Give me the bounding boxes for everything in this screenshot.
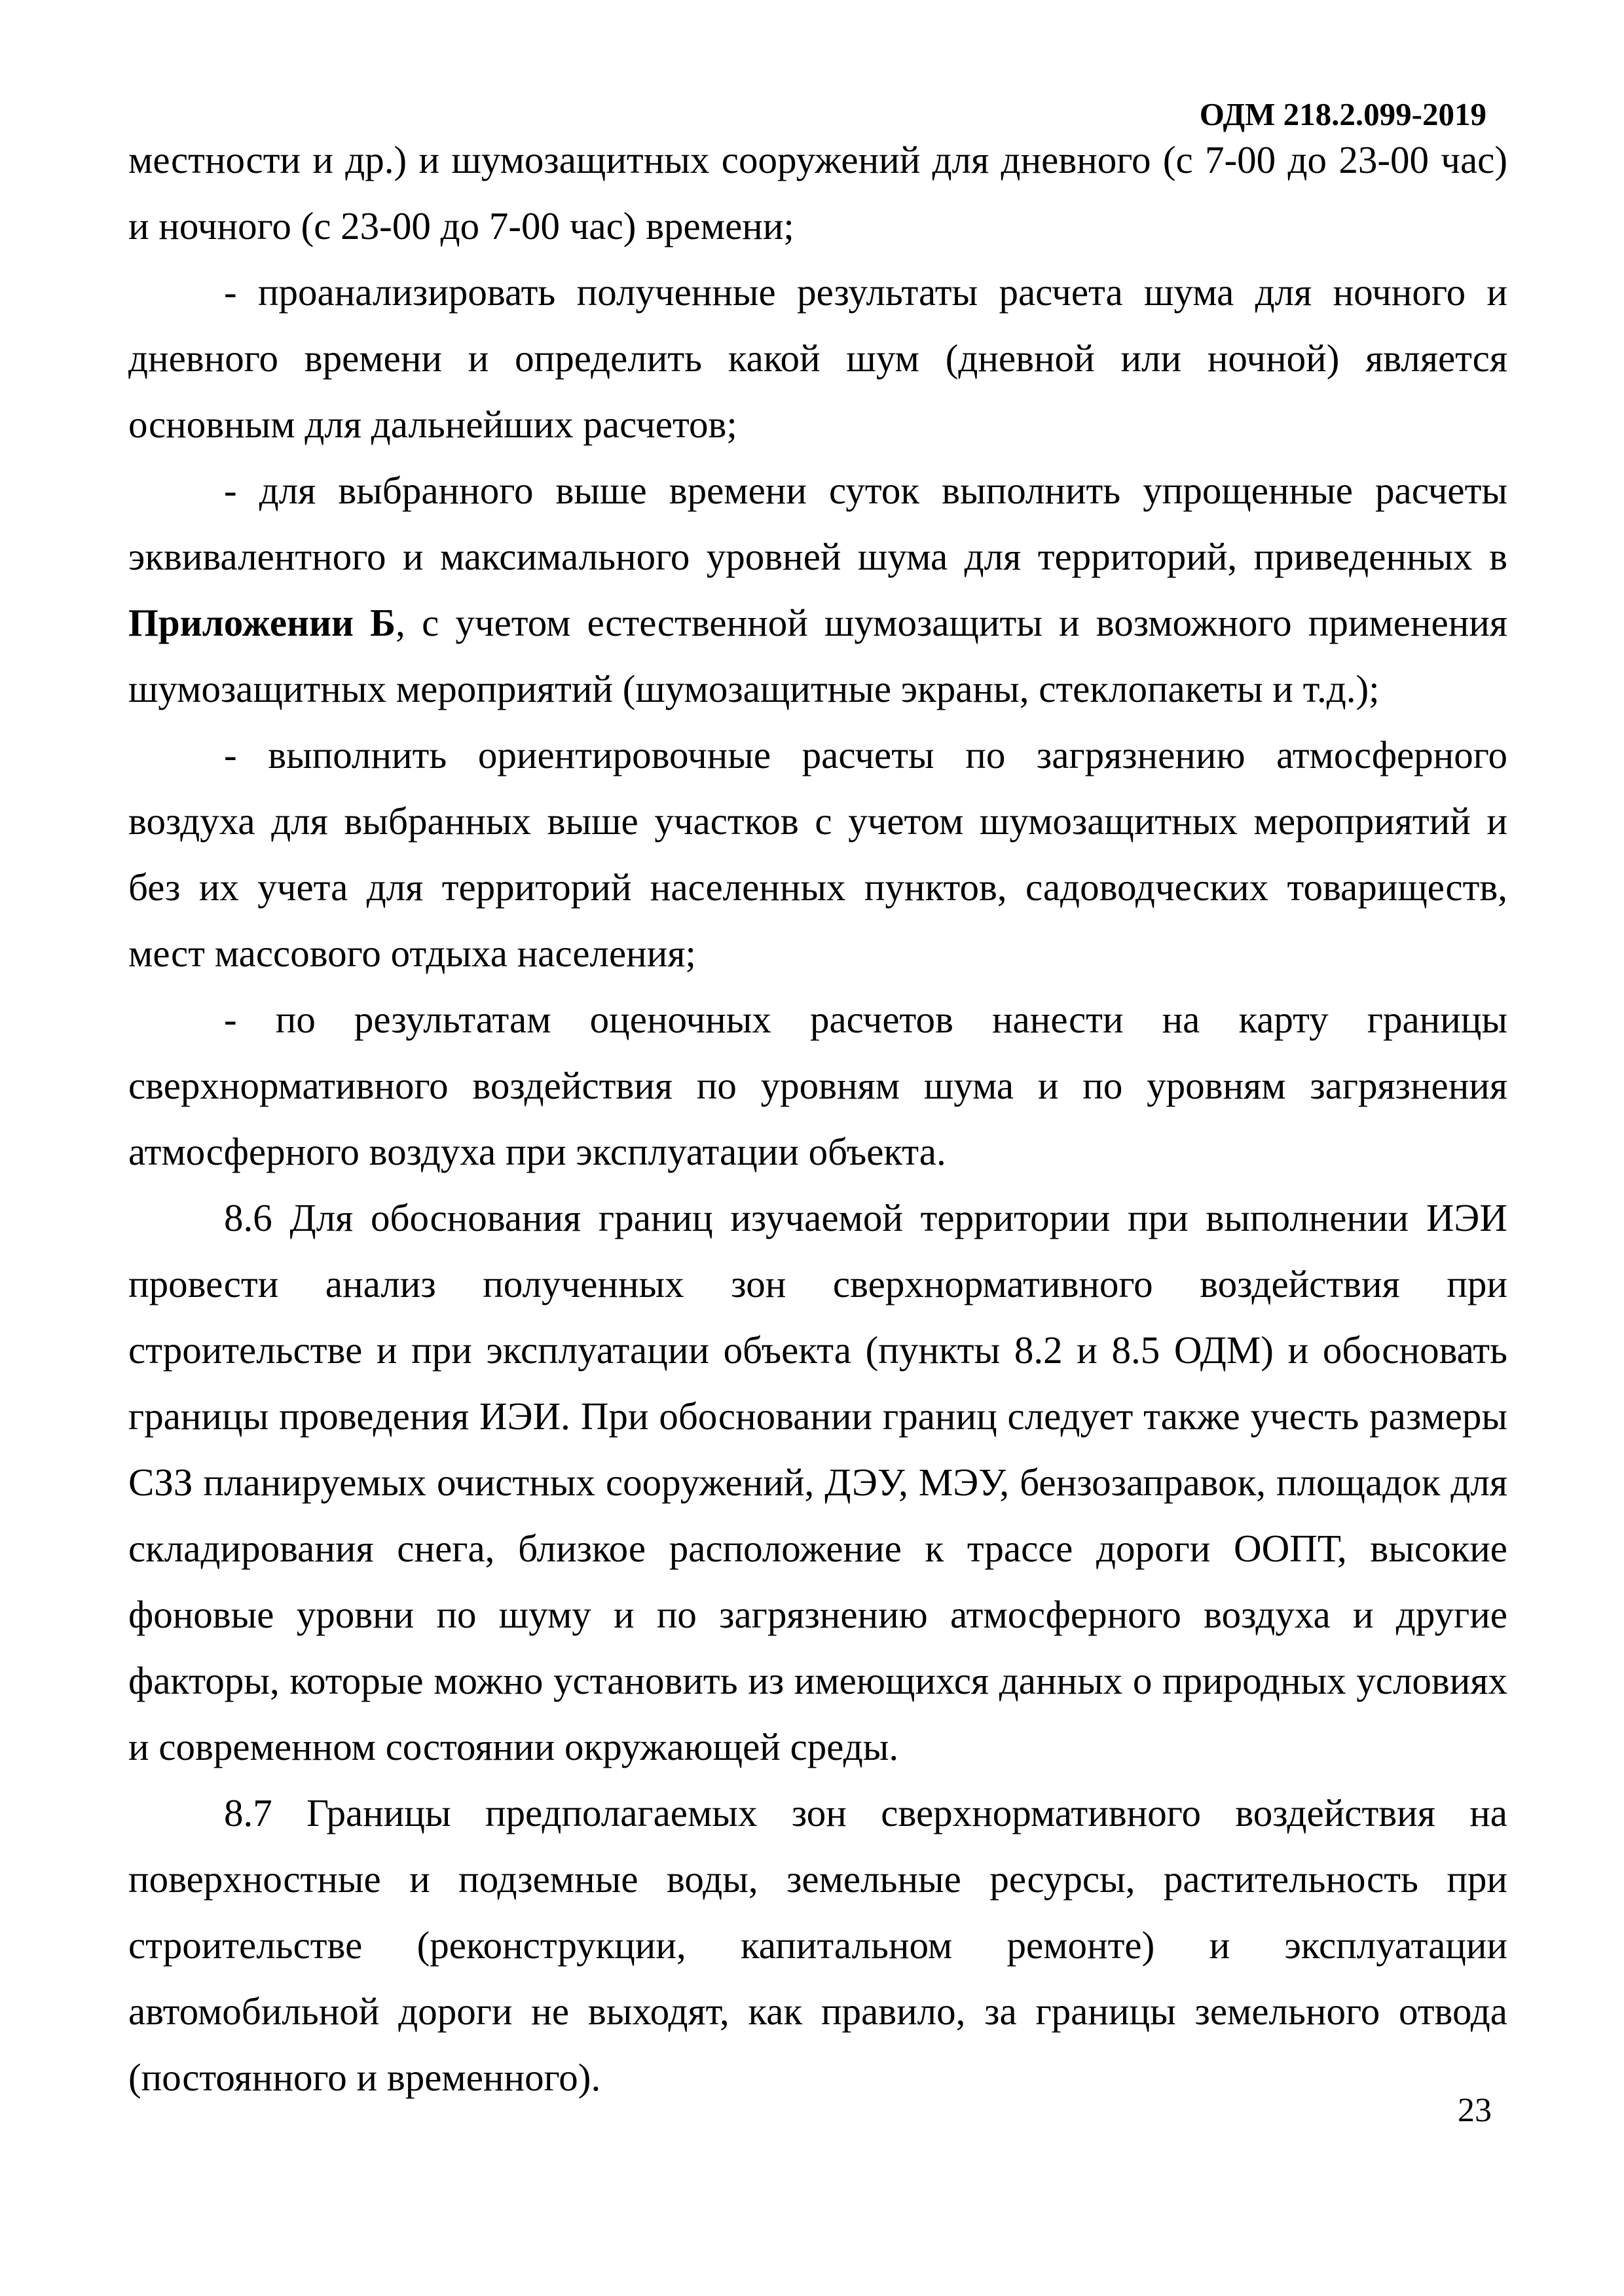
paragraph-air-pollution: - выполнить ориентировочные расчеты по загрязнению атмосферного воздуха для выбранных выше участков с учетом шумозащитных мероприятий и без их учета для территорий населенных пунктов, садоводческих товариществ, мест массового отдыха населения; [128,733,1507,975]
paragraph-map-boundaries: - по результатам оценочных расчетов нанести на карту границы сверхнормативного воздействия по уровням шума и по уровням загрязнения атмосферного воздуха при эксплуатации объекта. [128,998,1507,1173]
paragraph-text-before: - для выбранного выше времени суток выполнить упрощенные расчеты эквивалентного и максимального уровней шума для территорий, приведенных в [128,469,1507,578]
paragraph-text-after: , с учетом естественной шумозащиты и возможного применения шумозащитных мероприятий (шумозащитные экраны, стеклопакеты и т.д.); [128,601,1507,710]
appendix-reference: Приложении Б [128,601,396,644]
document-body [128,127,1507,2111]
paragraph-simplified-calculations [128,458,1507,722]
document-code: ОДМ 218.2.099-2019 [1199,96,1486,132]
paragraph-analyze-noise: - проанализировать полученные результаты расчета шума для ночного и дневного времени и определить какой шум (дневной или ночной) является основным для дальнейших расчетов; [128,270,1507,446]
paragraph-8-6: 8.6 Для обоснования границ изучаемой территории при выполнении ИЭИ провести анализ полученных зон сверхнормативного воздействия при строительстве и при эксплуатации объекта (пункты 8.2 и 8.5 ОДМ) и обосновать границы проведения ИЭИ. При обосновании границ следует также учесть размеры СЗЗ планируемых очистных сооружений, ДЭУ, МЭУ, бензозаправок, площадок для складирования снега, близкое расположение к трассе дороги ООПТ, высокие фоновые уровни по шуму и по загрязнению атмосферного воздуха и другие факторы, которые можно установить из имеющихся данных о природных условиях и современном состоянии окружающей среды. [128,1196,1507,1768]
paragraph-8-7: 8.7 Границы предполагаемых зон сверхнормативного воздействия на поверхностные и подземные воды, земельные ресурсы, растительность при строительстве (реконструкции, капитальном ремонте) и эксплуатации автомобильной дороги не выходят, как правило, за границы земельного отвода (постоянного и временного). [128,1791,1507,2099]
paragraph-continuation: местности и др.) и шумозащитных сооружений для дневного (с 7-00 до 23-00 час) и ночного (с 23-00 до 7-00 час) времени; [128,138,1507,247]
page-number: 23 [1458,2092,1492,2129]
